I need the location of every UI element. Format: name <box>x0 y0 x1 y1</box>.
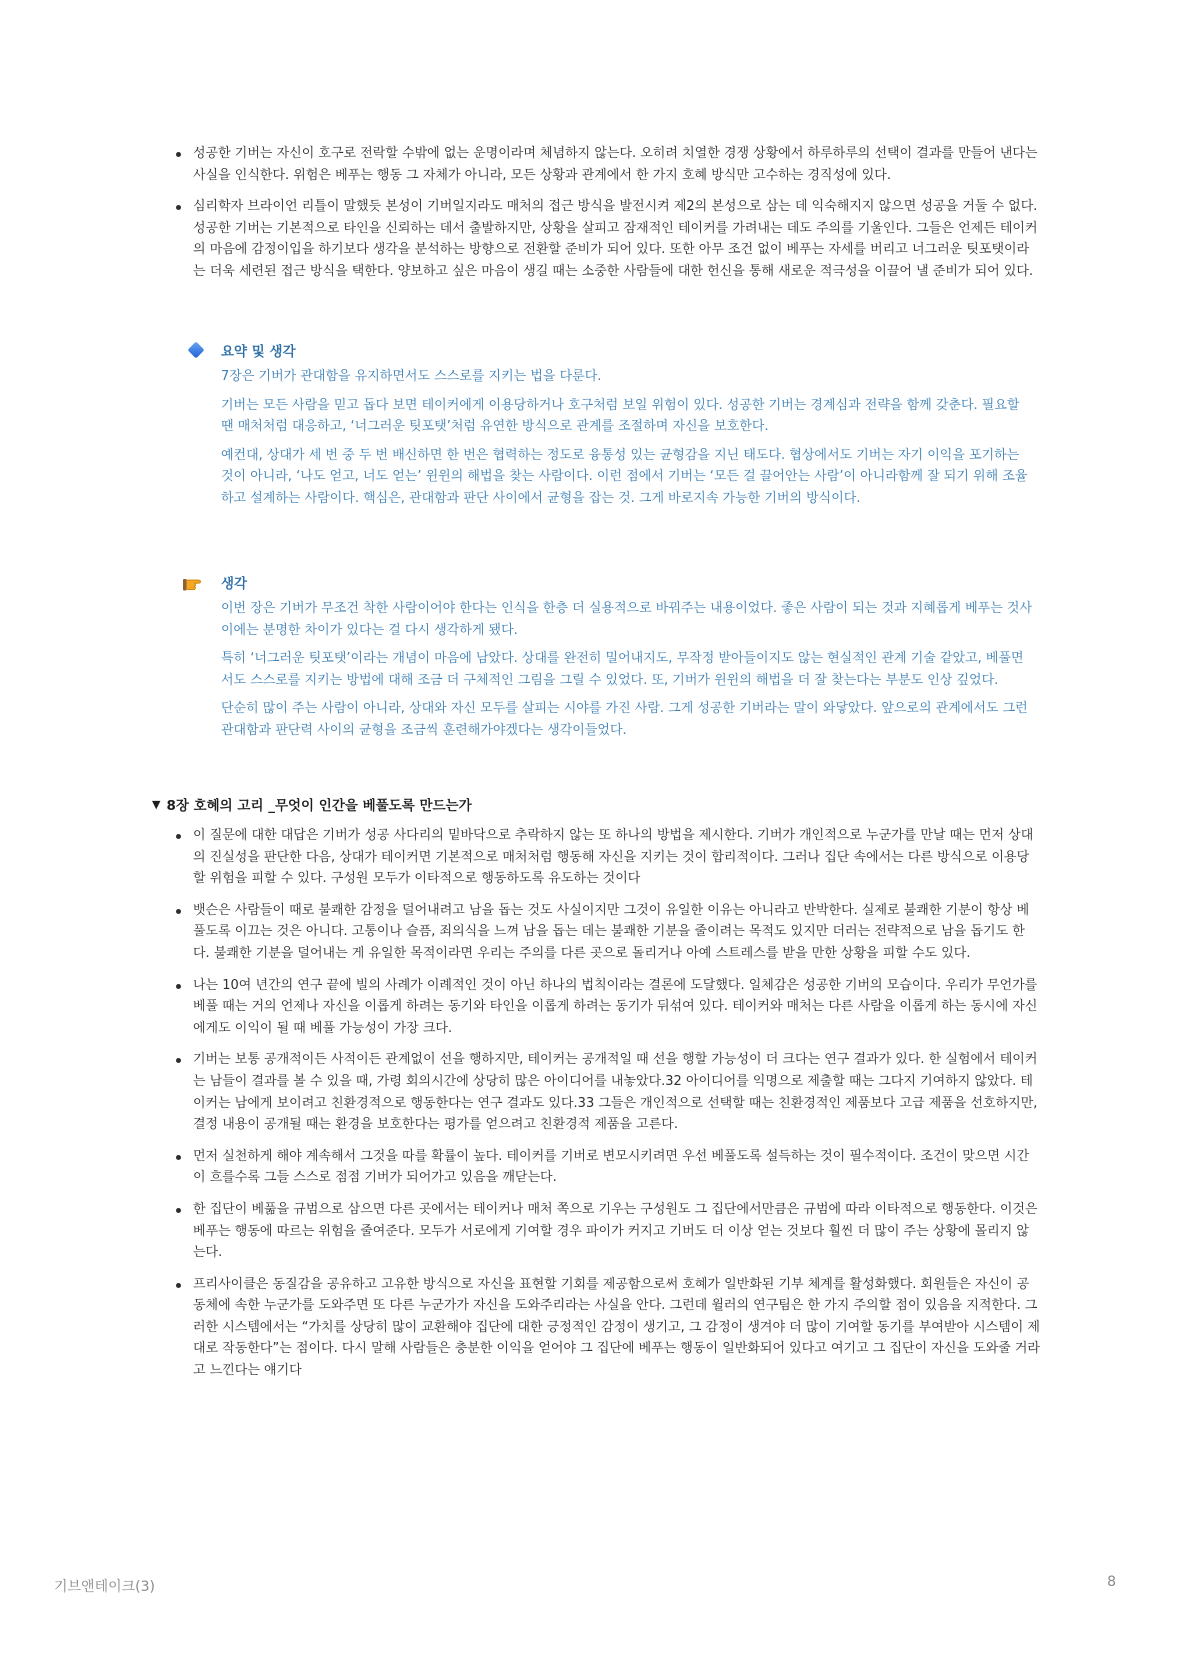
chapter8-heading-text: 8장 호혜의 고리 _무엇이 인간을 베풀도록 만드는가 <box>166 798 472 814</box>
footer-page-number: 8 <box>1107 1574 1116 1590</box>
bullet-item: 한 집단이 베풂을 규범으로 삼으면 다른 곳에서는 테이커나 매처 쪽으로 기우는 구성원도 그 집단에서만큼은 규범에 따라 이타적으로 행동한다. 이것은 베푸는 행동에 따르는 위험을 줄여준다. 모두가 서로에게 기여할 경우 파이가 커지고 기버도 더 이상 얻는 것보다 훨씬 더 많이 주는 상황에 몰리지 않는다. <box>176 1199 1040 1264</box>
toggle-down-arrow-icon[interactable]: ▼ <box>152 797 161 811</box>
bullet-item: 뱃슨은 사람들이 때로 불쾌한 감정을 덜어내려고 남을 돕는 것도 사실이지만 그것이 유일한 이유는 아니라고 반박한다. 실제로 불쾌한 기분이 항상 베풀도록 이끄는 것은 아니다. 고통이나 슬픔, 죄의식을 느껴 남을 돕는 데는 불쾌한 기분을 줄이려는 목적도 있지만 더러는 전략적으로 남을 돕기도 한다. 불쾌한 기분을 덜어내는 게 유일한 목적이라면 우리는 주의를 다른 곳으로 돌리거나 아예 스트레스를 받을 만한 상황을 피할 수도 있다. <box>176 900 1040 965</box>
bullet-item: 먼저 실천하게 해야 계속해서 그것을 따를 확률이 높다. 테이커를 기버로 변모시키려면 우선 베풀도록 설득하는 것이 필수적이다. 조건이 맞으면 시간이 흐를수록 그들 스스로 점점 기버가 되어가고 있음을 깨닫는다. <box>176 1146 1040 1189</box>
pointing-hand-icon <box>183 573 209 591</box>
thought-paragraph: 단순히 많이 주는 사람이 아니라, 상대와 자신 모두를 살피는 시야를 가진 사람. 그게 성공한 기버라는 말이 와닿았다. 앞으로의 관계에서도 그런 관대함과 판단력 사이의 균형을 조금씩 훈련해가야겠다는 생각이들었다. <box>221 701 1028 738</box>
footer-document-title: 기브앤테이크(3) <box>54 1579 155 1595</box>
chapter8-toggle-heading[interactable] <box>152 794 472 814</box>
bullet-item: 나는 10여 년간의 연구 끝에 빌의 사례가 이례적인 것이 아닌 하나의 법칙이라는 결론에 도달했다. 일체감은 성공한 기버의 모습이다. 우리가 무언가를 베풀 때는 거의 언제나 자신을 이롭게 하려는 동기와 타인을 이롭게 하려는 동기가 뒤섞여 있다. 테이커와 매처는 다른 사람을 이롭게 하는 동시에 자신에게도 이익이 될 때 베풀 가능성이 가장 크다. <box>176 975 1040 1040</box>
thought-paragraph: 특히 ‘너그러운 팃포탯’이라는 개념이 마음에 남았다. 상대를 완전히 밀어내지도, 무작정 받아들이지도 않는 현실적인 관계 기술 같았고, 베풀면서도 스스로를 지키는 방법에 대해 조금 더 구체적인 그림을 그릴 수 있었다. 또, 기버가 윈윈의 해법을 더 잘 찾는다는 부분도 인상 깊었다. <box>221 651 1024 688</box>
bullet-item: 프리사이클은 동질감을 공유하고 고유한 방식으로 자신을 표현할 기회를 제공함으로써 호혜가 일반화된 기부 체계를 활성화했다. 회원들은 자신이 공동체에 속한 누군가를 도와주면 또 다른 누군가가 자신을 도와주리라는 사실을 안다. 그런데 윌러의 연구팀은 한 가지 주의할 점이 있음을 지적한다. 그러한 시스템에서는 “가치를 상당히 많이 교환해야 집단에 대한 긍정적인 감정이 생기고, 그 감정이 생겨야 더 많이 기여할 동기를 부여받아 시스템이 제대로 작동한다”는 점이다. 다시 말해 사람들은 충분한 이익을 얻어야 그 집단에 베푸는 행동이 일반화되어 있다고 여기고 그 집단이 자신을 도와줄 거라고 느낀다는 얘기다 <box>176 1274 1040 1382</box>
top-bullet-list <box>176 143 1040 293</box>
summary-paragraph: 예컨대, 상대가 세 번 중 두 번 배신하면 한 번은 협력하는 정도로 융통성 있는 균형감을 지닌 태도다. 협상에서도 기버는 자기 이익을 포기하는 것이 아니라, ‘나도 얻고, 너도 얻는’ 윈윈의 해법을 찾는 사람이다. 이런 점에서 기버는 ‘모든 걸 끌어안는 사람’이 아니라함께 잘 되기 위해 조율하고 설계하는 사람이다. 핵심은, 관대함과 판단 사이에서 균형을 잡는 것. 그게 바로지속 가능한 기버의 방식이다. <box>221 447 1028 506</box>
bullet-item: 기버는 보통 공개적이든 사적이든 관계없이 선을 행하지만, 테이커는 공개적일 때 선을 행할 가능성이 더 크다는 연구 결과가 있다. 한 실험에서 테이커는 남들이 결과를 볼 수 있을 때, 가령 회의시간에 상당히 많은 아이디어를 내놓았다.32 아이디어를 익명으로 제출할 때는 그다지 기여하지 않았다. 테이커는 남에게 보이려고 친환경적으로 행동한다는 연구 결과도 있다.33 그들은 개인적으로 선택할 때는 친환경적인 제품보다 고급 제품을 선호하지만, 결정 내용이 공개될 때는 환경을 보호한다는 평가를 얻으려고 친환경적 제품을 고른다. <box>176 1049 1040 1135</box>
thought-callout <box>183 571 1033 749</box>
chapter8-bullet-list <box>176 825 1040 1392</box>
thought-callout-header <box>183 571 1033 593</box>
summary-callout-title: 요약 및 생각 <box>221 344 296 360</box>
thought-callout-title: 생각 <box>221 576 248 592</box>
thought-paragraph: 이번 장은 기버가 무조건 착한 사람이어야 한다는 인식을 한층 더 실용적으로 바꿔주는 내용이었다. 좋은 사람이 되는 것과 지혜롭게 베푸는 것사이에는 분명한 차이가 있다는 걸 다시 생각하게 됐다. <box>221 601 1033 638</box>
thought-callout-body <box>183 598 1033 742</box>
bullet-item: 이 질문에 대한 대답은 기버가 성공 사다리의 밑바닥으로 추락하지 않는 또 하나의 방법을 제시한다. 기버가 개인적으로 누군가를 만날 때는 먼저 상대의 진실성을 판단한 다음, 상대가 테이커면 기본적으로 매처처럼 행동해 자신을 지키는 것이 합리적이다. 그러나 집단 속에서는 다른 방식으로 이용당할 위험을 피할 수 있다. 구성원 모두가 이타적으로 행동하도록 유도하는 것이다 <box>176 825 1040 890</box>
summary-callout-header <box>183 339 1033 361</box>
bullet-item: 성공한 기버는 자신이 호구로 전락할 수밖에 없는 운명이라며 체념하지 않는다. 오히려 치열한 경쟁 상황에서 하루하루의 선택이 결과를 만들어 낸다는 사실을 인식한다. 위험은 베푸는 행동 그 자체가 아니라, 모든 상황과 관계에서 한 가지 호혜 방식만 고수하는 경직성에 있다. <box>176 143 1040 186</box>
blue-diamond-icon <box>183 344 209 356</box>
summary-callout-body <box>183 366 1033 510</box>
summary-paragraph: 기버는 모든 사람을 믿고 돕다 보면 테이커에게 이용당하거나 호구처럼 보일 위험이 있다. 성공한 기버는 경계심과 전략을 함께 갖춘다. 필요할 땐 매처처럼 대응하고, ‘너그러운 팃포탯’처럼 유연한 방식으로 관계를 조절하며 자신을 보호한다. <box>221 397 1020 435</box>
summary-paragraph: 7장은 기버가 관대함을 유지하면서도 스스로를 지키는 법을 다룬다. <box>221 369 602 384</box>
bullet-item: 심리학자 브라이언 리틀이 말했듯 본성이 기버일지라도 매처의 접근 방식을 발전시켜 제2의 본성으로 삼는 데 익숙해지지 않으면 성공을 거둘 수 없다. 성공한 기버는 기본적으로 타인을 신뢰하는 데서 출발하지만, 상황을 살피고 잠재적인 테이커를 가려내는 데도 주의를 기울인다. 그들은 언제든 테이커의 마음에 감정이입을 하기보다 생각을 분석하는 방향으로 전환할 준비가 되어 있다. 또한 아무 조건 없이 베푸는 자세를 버리고 너그러운 팃포탯이라는 더욱 세련된 접근 방식을 택한다. 양보하고 싶은 마음이 생길 때는 소중한 사람들에 대한 헌신을 통해 새로운 적극성을 이끌어 낼 준비가 되어 있다. <box>176 196 1040 282</box>
summary-callout <box>183 339 1033 517</box>
